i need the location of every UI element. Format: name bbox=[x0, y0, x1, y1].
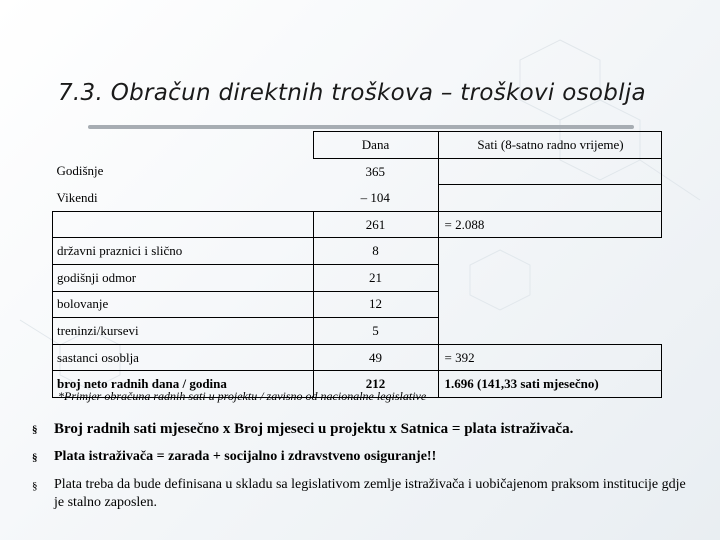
page-title: 7.3. Obračun direktnih troškova – troškovi osoblja bbox=[58, 80, 646, 106]
list-item bbox=[32, 448, 692, 466]
row-label: bolovanje bbox=[53, 291, 314, 318]
row-days: 8 bbox=[313, 238, 438, 265]
row-label: godišnji odmor bbox=[53, 264, 314, 291]
row-label: treninzi/kursevi bbox=[53, 318, 314, 345]
header-empty-cell bbox=[53, 132, 314, 159]
list-item bbox=[32, 420, 692, 438]
row-days: – 104 bbox=[313, 185, 438, 212]
row-days: 12 bbox=[313, 291, 438, 318]
row-hours bbox=[438, 318, 661, 345]
table-header-row bbox=[53, 132, 662, 159]
bullet-list bbox=[32, 420, 692, 522]
row-label: Godišnje bbox=[56, 163, 104, 179]
bullet-text: Plata treba da bude definisana u skladu sa legislativom zemlje istraživača i uobičajenom praksom institucije gdje je stalno zaposlen. bbox=[54, 477, 686, 510]
row-days: 5 bbox=[313, 318, 438, 345]
table-row bbox=[53, 238, 662, 265]
row-hours bbox=[438, 238, 661, 265]
row-hours bbox=[438, 185, 661, 212]
bullet-square-icon: § bbox=[32, 480, 38, 492]
row-days: 49 bbox=[313, 344, 438, 371]
row-hours bbox=[438, 158, 661, 185]
table-row bbox=[53, 185, 662, 212]
bullet-text: Broj radnih sati mjesečno x Broj mjeseci u projektu x Satnica = plata istraživača. bbox=[54, 421, 574, 437]
column-header-days: Dana bbox=[313, 132, 438, 159]
row-label: Vikendi bbox=[53, 185, 314, 212]
row-days: 261 bbox=[313, 211, 438, 238]
footnote: *Primjer obračuna radnih sati u projektu / zavisno od nacionalne legislative bbox=[58, 389, 427, 403]
table-row bbox=[53, 318, 662, 345]
bullet-square-icon: § bbox=[32, 424, 38, 436]
title-divider bbox=[88, 125, 634, 129]
column-header-hours: Sati (8-satno radno vrijeme) bbox=[438, 132, 661, 159]
cost-table bbox=[52, 131, 662, 398]
bullet-square-icon: § bbox=[32, 452, 38, 464]
row-hours bbox=[438, 291, 661, 318]
list-item bbox=[32, 476, 692, 512]
row-days: 212 bbox=[313, 371, 438, 398]
row-hours: = 2.088 bbox=[438, 211, 661, 238]
row-hours bbox=[438, 264, 661, 291]
table-row bbox=[53, 291, 662, 318]
row-label: državni praznici i slično bbox=[53, 238, 314, 265]
row-label: broj neto radnih dana / godina bbox=[53, 371, 314, 398]
row-label bbox=[53, 211, 314, 238]
table-row bbox=[53, 344, 662, 371]
table-row bbox=[53, 211, 662, 238]
table-row bbox=[53, 264, 662, 291]
row-label: sastanci osoblja bbox=[53, 344, 314, 371]
row-hours: = 392 bbox=[438, 344, 661, 371]
row-days: 365 bbox=[365, 163, 385, 179]
row-hours: 1.696 (141,33 sati mjesečno) bbox=[438, 371, 661, 398]
bullet-text: Plata istraživača = zarada + socijalno i zdravstveno osiguranje!! bbox=[54, 449, 437, 464]
row-days: 21 bbox=[313, 264, 438, 291]
table-row bbox=[53, 158, 662, 185]
